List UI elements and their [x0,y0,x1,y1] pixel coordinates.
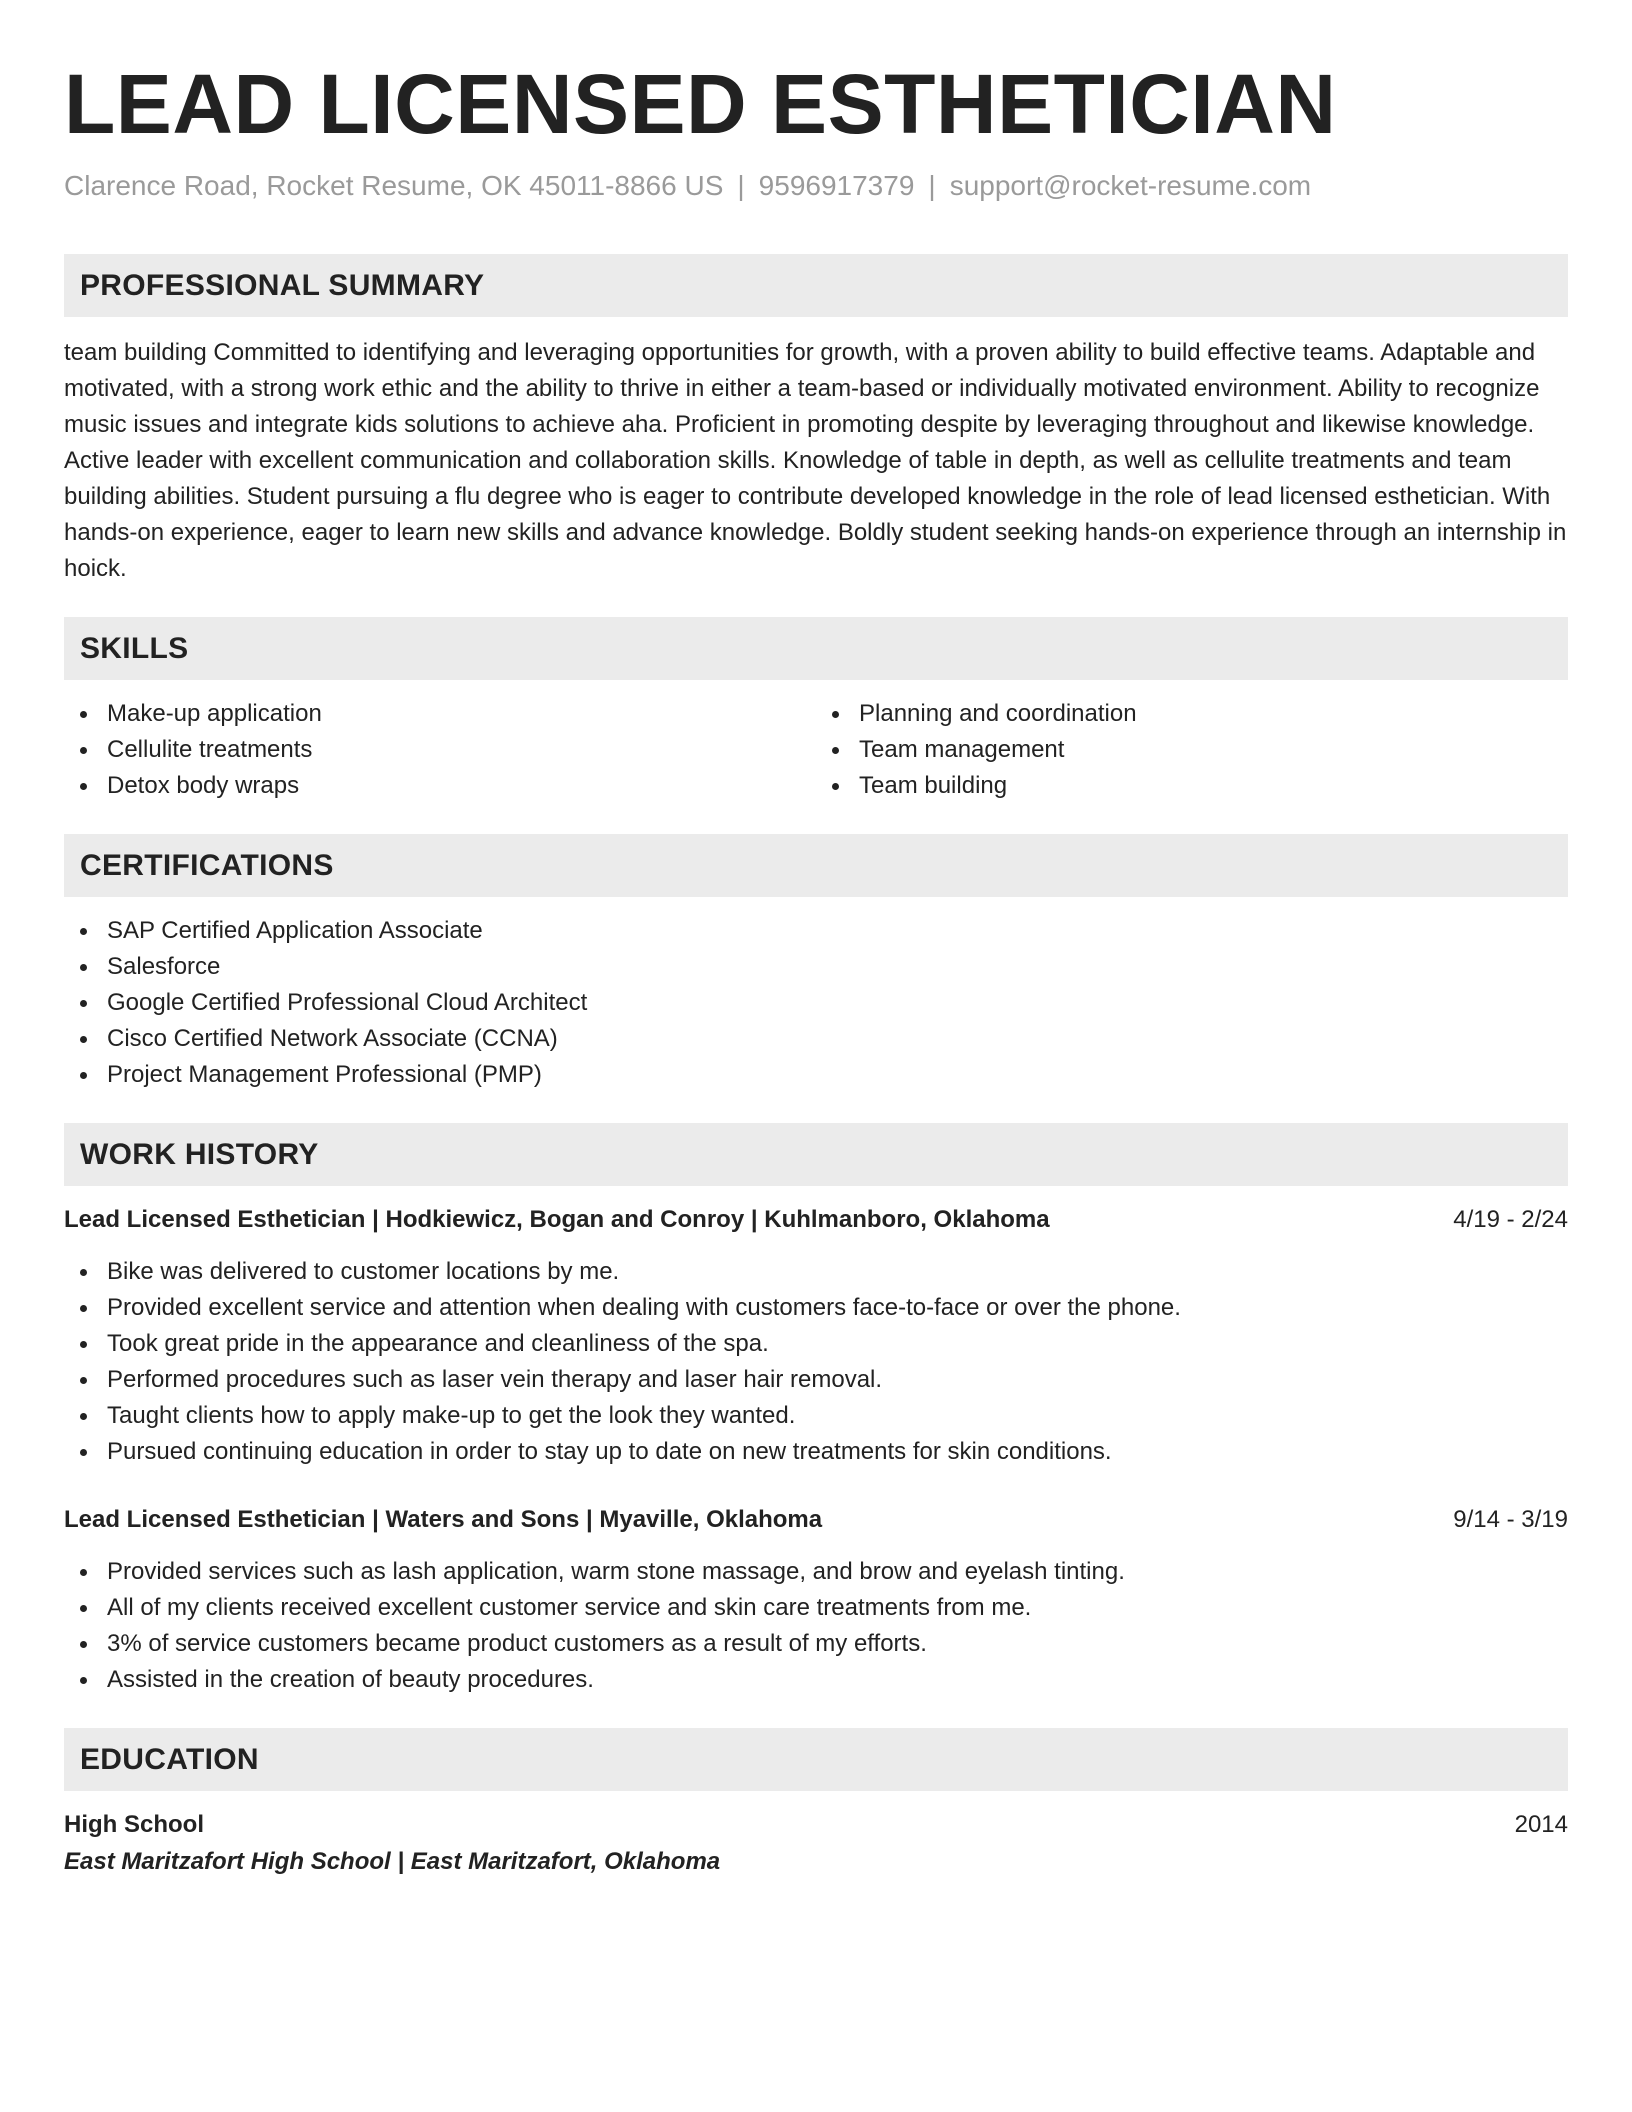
job-entry [64,1502,1568,1698]
job-dates: 4/19 - 2/24 [1453,1206,1568,1233]
certification-item: Google Certified Professional Cloud Architect [64,985,1568,1021]
work-history-heading: WORK HISTORY [64,1123,1568,1186]
resume-name: LEAD LICENSED ESTHETICIAN [64,57,1337,151]
job-header [64,1202,1568,1238]
skills-list-left [64,696,816,804]
certification-item: Salesforce [64,949,1568,985]
education-entry [64,1807,1568,1881]
job-duty-item: Assisted in the creation of beauty procedures. [64,1662,1568,1698]
certifications-list [64,913,1568,1093]
job-duty-item: Provided excellent service and attention when dealing with customers face-to-face or over the phone. [64,1290,1568,1326]
job-title: Lead Licensed Esthetician | Waters and Sons | Myaville, Oklahoma [64,1506,823,1533]
contact-separator: | [737,170,745,201]
skill-item: Cellulite treatments [64,732,816,768]
certification-item: SAP Certified Application Associate [64,913,1568,949]
job-duty-item: Bike was delivered to customer locations by me. [64,1254,1568,1290]
skills-list-right [816,696,1568,804]
contact-separator: | [928,170,936,201]
skill-item: Make-up application [64,696,816,732]
work-history-section [64,1123,1568,1698]
education-school: East Maritzafort High School | East Maritzafort, Oklahoma [64,1848,721,1875]
job-duties-list [64,1554,1568,1698]
skill-item: Detox body wraps [64,768,816,804]
contact-email: support@rocket-resume.com [949,170,1312,201]
contact-line [64,168,1568,204]
job-duty-item: All of my clients received excellent customer service and skin care treatments from me. [64,1590,1568,1626]
summary-heading: PROFESSIONAL SUMMARY [64,254,1568,317]
contact-phone: 9596917379 [758,170,915,201]
job-duty-item: Performed procedures such as laser vein therapy and laser hair removal. [64,1362,1568,1398]
job-duty-item: Pursued continuing education in order to stay up to date on new treatments for skin conditions. [64,1434,1568,1470]
education-header [64,1807,1568,1843]
education-section [64,1728,1568,1881]
summary-section [64,254,1568,587]
job-dates: 9/14 - 3/19 [1453,1506,1568,1533]
skills-section [64,617,1568,804]
skills-heading: SKILLS [64,617,1568,680]
job-duty-item: Taught clients how to apply make-up to get the look they wanted. [64,1398,1568,1434]
job-duty-item: Took great pride in the appearance and cleanliness of the spa. [64,1326,1568,1362]
education-degree: High School [64,1811,204,1838]
education-heading: EDUCATION [64,1728,1568,1791]
certifications-section [64,834,1568,1093]
certification-item: Project Management Professional (PMP) [64,1057,1568,1093]
education-year: 2014 [1514,1811,1568,1838]
job-duty-item: Provided services such as lash application, warm stone massage, and brow and eyelash tinting. [64,1554,1568,1590]
skill-item: Team building [816,768,1568,804]
job-title: Lead Licensed Esthetician | Hodkiewicz, Bogan and Conroy | Kuhlmanboro, Oklahoma [64,1206,1050,1233]
job-duty-item: 3% of service customers became product customers as a result of my efforts. [64,1626,1568,1662]
contact-address: Clarence Road, Rocket Resume, OK 45011-8866 US [64,170,724,201]
certification-item: Cisco Certified Network Associate (CCNA) [64,1021,1568,1057]
summary-text: team building Committed to identifying and leveraging opportunities for growth, with a proven ability to build effective teams. Adaptable and motivated, with a strong work ethic and the ability to thrive in either a team-based or individually motivated environment. Ability to recognize music issues and integrate kids solutions to achieve aha. Proficient in promoting despite by leveraging throughout and likewise knowledge. Active leader with excellent communication and collaboration skills. Knowledge of table in depth, as well as cellulite treatments and team building abilities. Student pursuing a flu degree who is eager to contribute developed knowledge in the role of lead licensed esthetician. With hands-on experience, eager to learn new skills and advance knowledge. Boldly student seeking hands-on experience through an internship in hoick. [64,339,1567,582]
skill-item: Planning and coordination [816,696,1568,732]
job-duties-list [64,1254,1568,1470]
skill-item: Team management [816,732,1568,768]
skills-grid [64,696,1568,804]
job-header [64,1502,1568,1538]
job-entry [64,1202,1568,1470]
certifications-heading: CERTIFICATIONS [64,834,1568,897]
